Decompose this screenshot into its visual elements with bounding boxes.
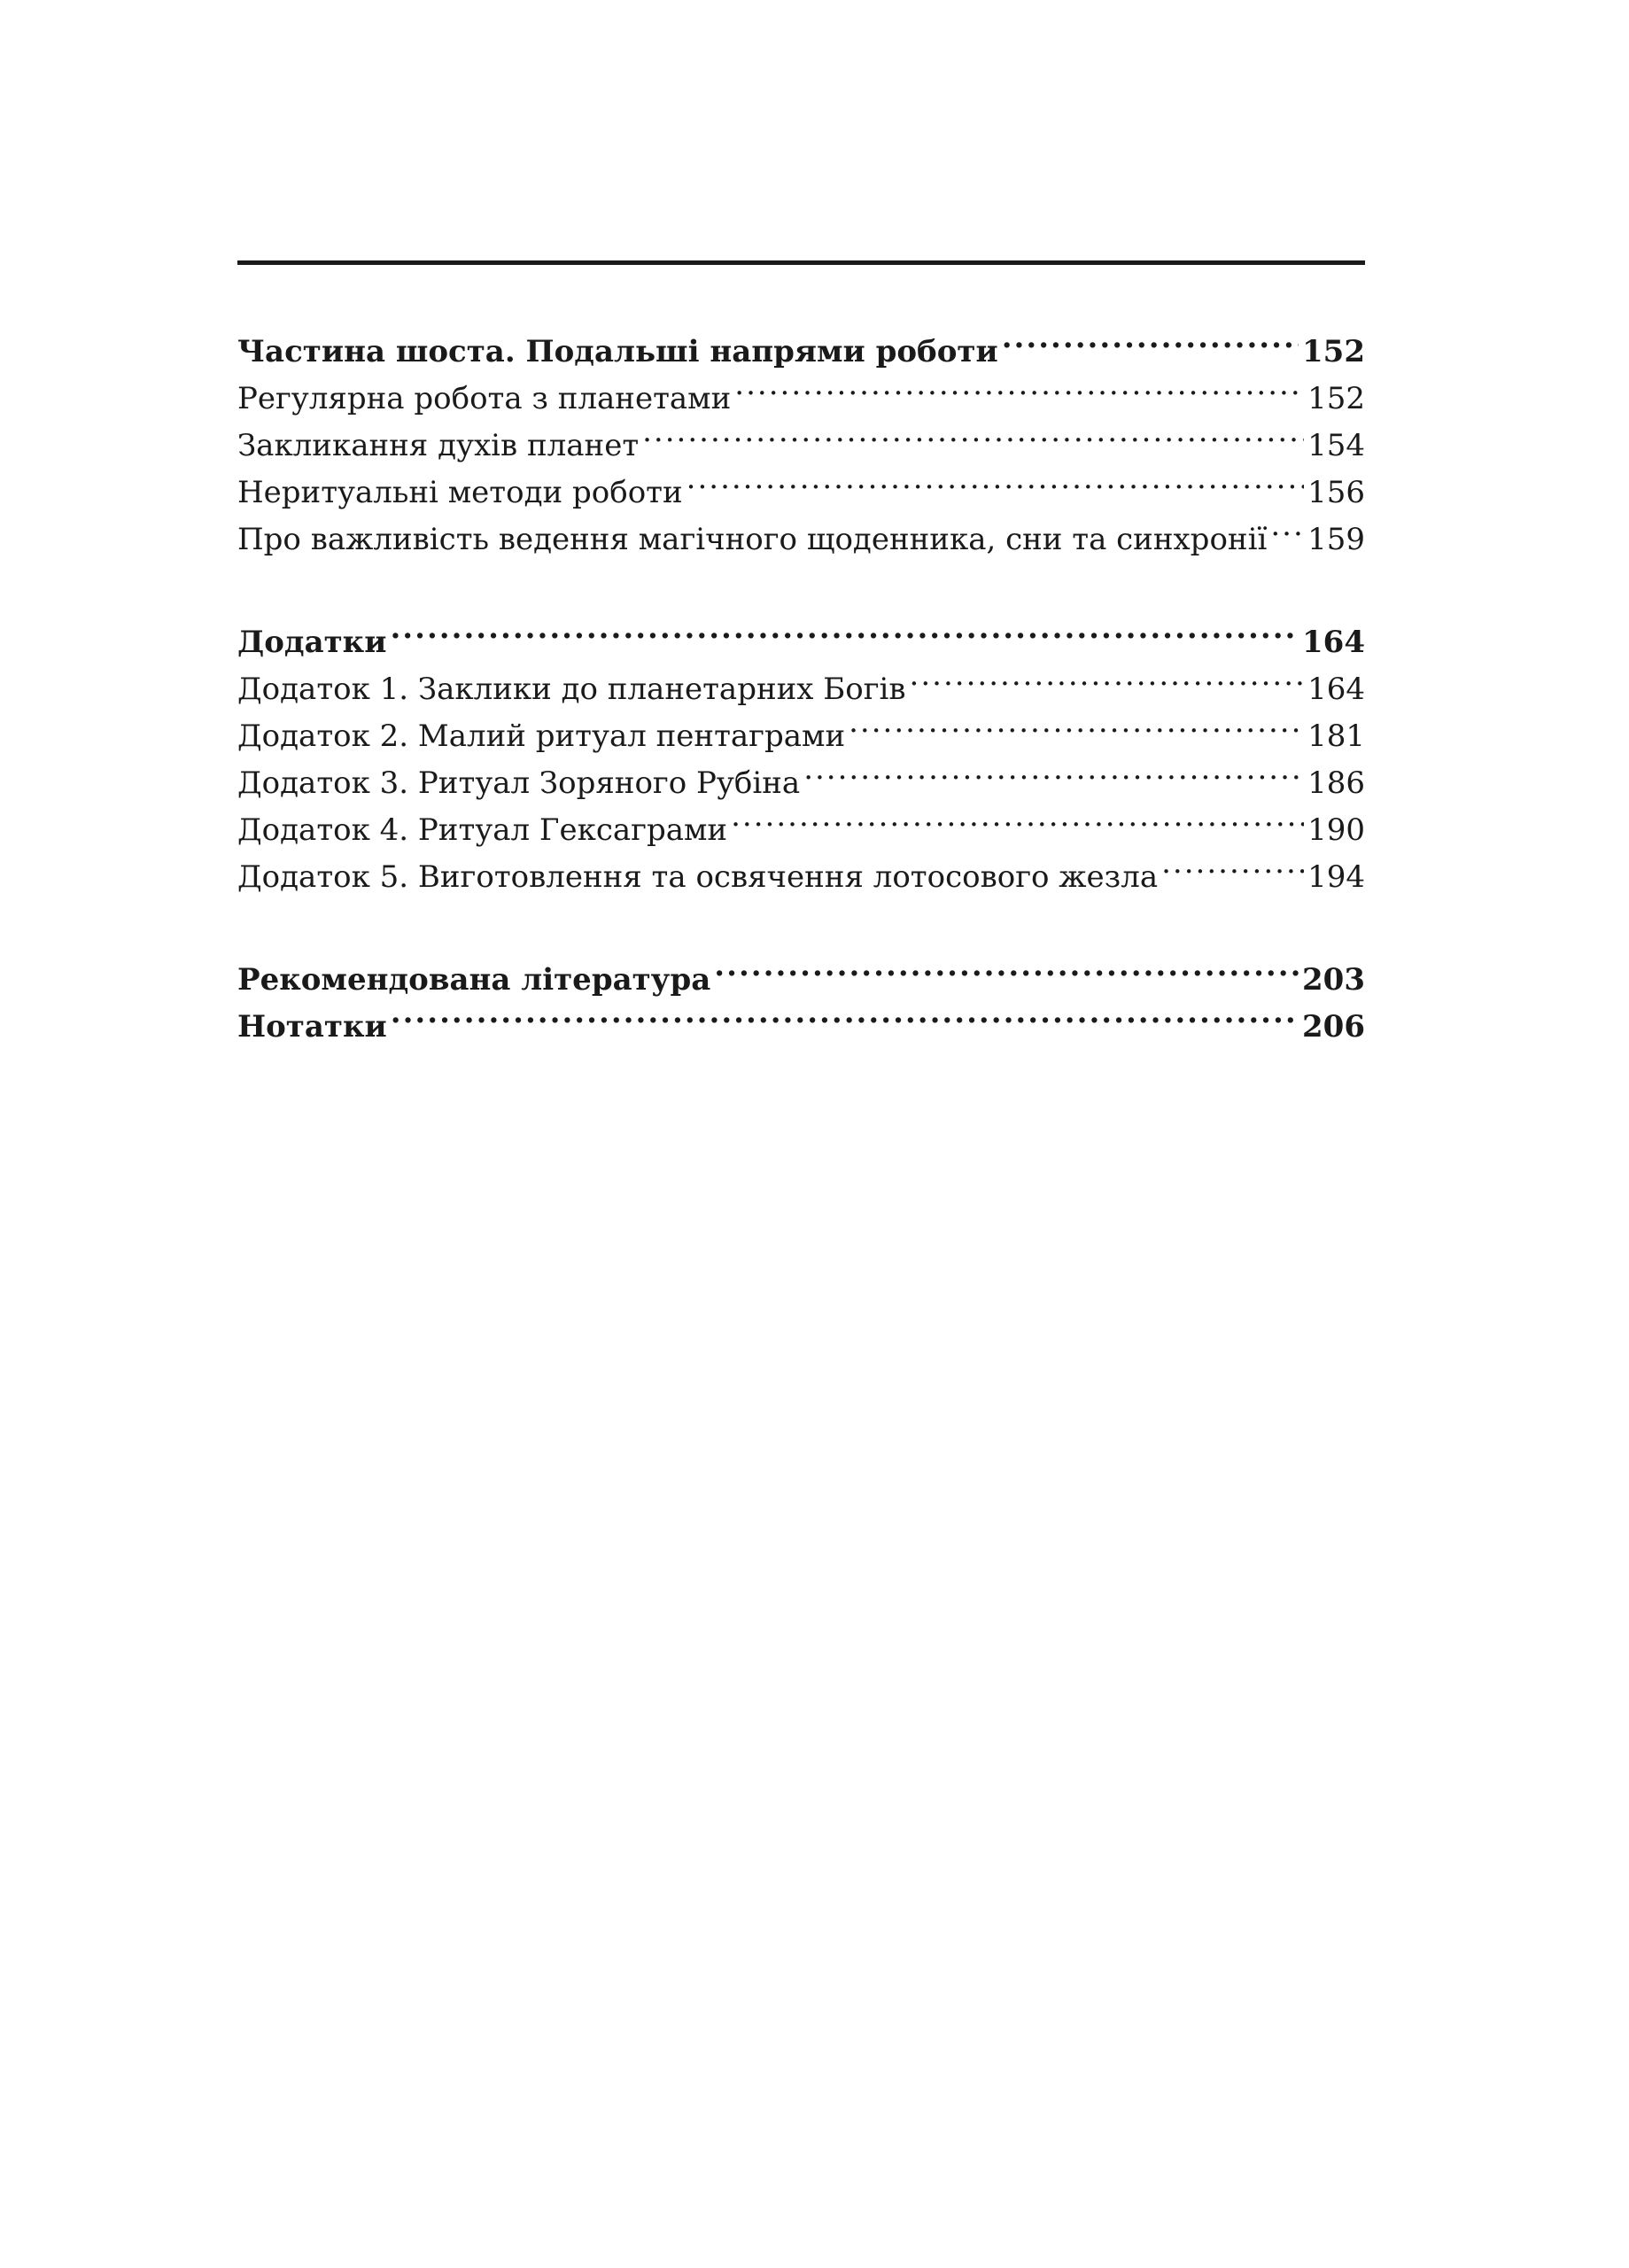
toc-entry-title: Додаток 3. Ритуал Зоряного Рубіна [237,765,801,801]
toc-page-number: 152 [1302,334,1365,369]
dot-leader [1270,502,1304,549]
toc-heading-recommended-literature [237,943,1365,998]
dot-leader [642,408,1304,455]
toc-page-number: 164 [1307,672,1365,707]
dot-leader [734,361,1304,408]
toc-entry-title: Неритуальні методи роботи [237,475,683,510]
toc-page-number: 181 [1307,718,1365,754]
dot-leader [714,943,1299,990]
toc-section-appendices [237,605,1365,895]
toc-entry-title: Додаток 4. Ритуал Гексаграми [237,812,728,848]
dot-leader [731,793,1304,840]
toc-heading-notes [237,990,1365,1045]
toc-entry-title: Регулярна робота з планетами [237,381,732,416]
dot-leader [1161,840,1304,887]
toc-heading-appendices [237,605,1365,660]
toc-page-number: 164 [1302,625,1365,660]
toc-section-part-six [237,315,1365,557]
toc-page-number: 159 [1307,522,1365,557]
dot-leader [849,699,1304,746]
toc-heading-title: Рекомендована література [237,962,711,998]
toc-entry-title: Додаток 2. Малий ритуал пентаграми [237,718,846,754]
top-rule [237,260,1365,265]
table-of-contents [237,315,1365,1092]
toc-page-number: 190 [1307,812,1365,848]
toc-page-number: 206 [1302,1009,1365,1045]
toc-section-back-matter [237,943,1365,1045]
toc-page-number: 156 [1307,475,1365,510]
toc-entry-title: Про важливість ведення магічного щоденника, сни та синхронії [237,522,1268,557]
dot-leader [1002,315,1299,361]
toc-page-number: 154 [1307,428,1365,463]
dot-leader [391,990,1299,1037]
toc-entry-title: Додаток 5. Виготовлення та освячення лотосового жезла [237,859,1159,895]
dot-leader [390,605,1299,652]
toc-page-number: 152 [1307,381,1365,416]
toc-heading-title: Додатки [237,625,387,660]
toc-heading-part-six [237,315,1365,369]
dot-leader [910,652,1305,699]
toc-heading-title: Частина шоста. Подальші напрями роботи [237,334,998,369]
toc-entry [237,652,1365,707]
toc-page-number: 203 [1302,962,1365,998]
toc-page-number: 194 [1307,859,1365,895]
dot-leader [803,746,1304,793]
toc-entry-title: Закликання духів планет [237,428,640,463]
toc-entry-title: Додаток 1. Заклики до планетарних Богів [237,672,906,707]
toc-heading-title: Нотатки [237,1009,387,1045]
toc-page-number: 186 [1307,765,1365,801]
dot-leader [687,455,1304,502]
